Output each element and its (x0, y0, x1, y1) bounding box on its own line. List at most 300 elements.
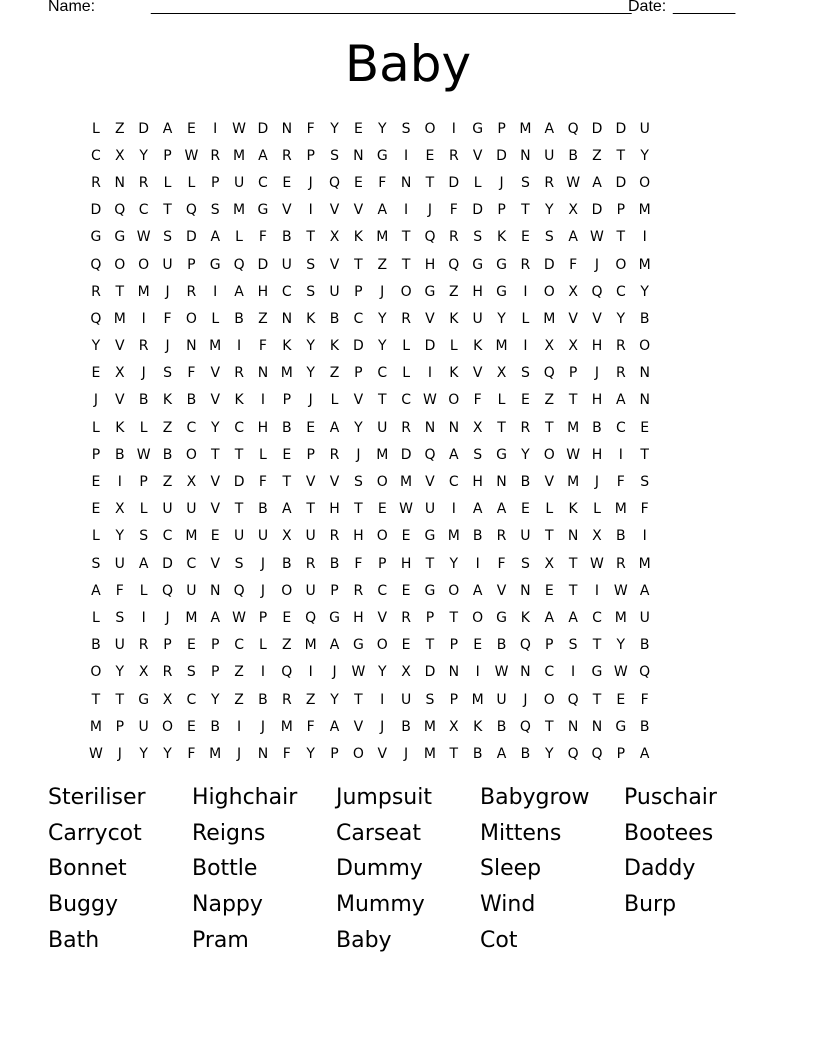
word-item: Bonnet (48, 856, 127, 882)
grid-letter: N (567, 528, 579, 545)
grid-letter: I (237, 338, 242, 355)
grid-letter: Q (233, 582, 245, 599)
grid-letter: Z (114, 120, 125, 137)
grid-letter: R (162, 664, 173, 681)
grid-letter: P (187, 256, 196, 273)
grid-letter: Y (521, 446, 530, 463)
grid-letter: J (356, 446, 361, 463)
grid-letter: G (472, 120, 484, 137)
grid-letter: Z (377, 256, 388, 273)
grid-letter: Y (640, 283, 649, 300)
grid-letter: R (91, 283, 101, 300)
grid-letter: C (91, 147, 101, 164)
grid-letter: R (353, 582, 364, 599)
grid-letter: P (211, 174, 220, 191)
grid-letter: C (234, 419, 244, 436)
grid-letter: E (353, 174, 363, 191)
grid-letter: Q (90, 256, 102, 273)
word-item: Baby (336, 927, 392, 953)
grid-letter: S (330, 147, 339, 164)
grid-letter: O (376, 474, 388, 491)
grid-letter: B (138, 392, 149, 409)
grid-row (84, 659, 657, 686)
grid-letter: X (568, 283, 578, 300)
grid-letter: O (138, 256, 150, 273)
grid-letter: S (473, 229, 483, 246)
grid-letter: P (568, 365, 578, 382)
grid-letter: V (282, 202, 292, 219)
grid-letter: N (281, 120, 293, 137)
grid-letter: M (376, 229, 389, 246)
word-item: Sleep (480, 856, 542, 882)
grid-letter: X (568, 338, 578, 355)
grid-letter: E (401, 528, 411, 545)
grid-letter: V (305, 474, 316, 491)
grid-letter: I (404, 202, 409, 219)
grid-letter: D (400, 446, 412, 463)
grid-letter: S (353, 474, 363, 491)
grid-letter: A (496, 501, 507, 518)
grid-letter: M (137, 283, 150, 300)
grid-letter: E (186, 718, 196, 735)
grid-letter: T (592, 691, 602, 708)
grid-letter: J (165, 283, 170, 300)
grid-letter: B (472, 745, 483, 762)
word-row (48, 851, 768, 887)
grid-letter: W (423, 392, 437, 409)
grid-letter: R (520, 256, 531, 273)
grid-letter: T (544, 419, 554, 436)
grid-letter: Q (90, 310, 102, 327)
grid-letter: W (613, 664, 628, 681)
grid-letter: Z (234, 664, 244, 681)
grid-letter: A (162, 120, 173, 137)
grid-letter: M (304, 637, 317, 654)
grid-letter: Z (282, 637, 292, 654)
grid-letter: U (138, 718, 149, 735)
grid-letter: G (114, 229, 126, 246)
grid-letter: I (404, 147, 409, 164)
grid-letter: U (305, 528, 316, 545)
grid-letter: P (258, 609, 268, 626)
word-item: Wind (480, 892, 536, 918)
grid-letter: Y (449, 555, 459, 572)
grid-letter: S (186, 664, 196, 681)
grid-letter: J (427, 202, 433, 219)
grid-letter: P (545, 637, 554, 654)
grid-letter: T (640, 446, 649, 463)
grid-letter: K (568, 501, 578, 518)
grid-letter: O (90, 664, 102, 681)
word-item: Cot (480, 927, 518, 953)
grid-letter: Y (210, 691, 220, 708)
grid-letter: Y (306, 338, 315, 355)
grid-letter: E (425, 147, 435, 164)
grid-letter: O (639, 338, 651, 355)
date-line: _______ (673, 0, 736, 15)
grid-letter: U (639, 609, 650, 626)
grid-letter: S (139, 528, 149, 545)
grid-letter: N (186, 338, 197, 355)
grid-letter: F (306, 718, 315, 735)
grid-letter: V (472, 365, 483, 382)
grid-letter: R (138, 637, 149, 654)
grid-letter: D (257, 120, 269, 137)
grid-letter: D (496, 147, 507, 164)
grid-letter: V (210, 365, 221, 382)
grid-letter: I (380, 691, 385, 708)
grid-letter: L (521, 310, 530, 327)
grid-letter: B (639, 718, 650, 735)
grid-letter: W (613, 582, 628, 599)
grid-letter: U (162, 256, 173, 273)
grid-letter: R (329, 528, 340, 545)
grid-row (84, 278, 657, 305)
grid-letter: Y (210, 419, 220, 436)
grid-row (84, 686, 657, 713)
grid-letter: O (376, 637, 388, 654)
grid-letter: U (257, 528, 269, 545)
grid-letter: E (282, 446, 292, 463)
grid-letter: C (377, 582, 388, 599)
grid-row (84, 333, 657, 360)
grid-letter: I (141, 310, 146, 327)
grid-letter: P (163, 147, 172, 164)
grid-letter: L (139, 582, 148, 599)
grid-letter: G (424, 528, 436, 545)
grid-letter: B (520, 745, 531, 762)
grid-letter: V (210, 474, 221, 491)
grid-letter: U (186, 501, 197, 518)
grid-letter: M (209, 745, 222, 762)
grid-letter: Q (114, 202, 126, 219)
grid-letter: Q (329, 174, 341, 191)
grid-letter: K (282, 338, 292, 355)
grid-letter: E (91, 474, 101, 491)
grid-letter: L (139, 419, 148, 436)
grid-letter: Y (377, 310, 387, 327)
grid-letter: A (496, 745, 507, 762)
grid-letter: M (638, 256, 651, 273)
grid-letter: J (594, 365, 600, 382)
grid-letter: L (449, 338, 458, 355)
grid-letter: G (591, 664, 603, 681)
grid-letter: Y (330, 691, 339, 708)
grid-row (84, 468, 657, 495)
grid-letter: F (616, 474, 625, 491)
grid-letter: P (282, 392, 292, 409)
grid-letter: F (163, 310, 172, 327)
grid-letter: U (186, 582, 197, 599)
grid-letter: O (424, 120, 436, 137)
grid-letter: T (568, 555, 578, 572)
word-item: Mittens (480, 820, 562, 846)
grid-letter: R (520, 419, 531, 436)
grid-letter: F (473, 392, 482, 409)
grid-letter: I (141, 609, 146, 626)
grid-letter: F (258, 338, 267, 355)
word-item: Daddy (624, 856, 696, 882)
grid-letter: S (306, 256, 316, 273)
grid-letter: T (592, 637, 602, 654)
grid-letter: B (258, 691, 268, 708)
grid-letter: Y (544, 745, 554, 762)
grid-letter: Z (305, 691, 316, 708)
grid-letter: Y (616, 310, 626, 327)
grid-letter: L (139, 501, 148, 518)
grid-letter: Q (567, 745, 579, 762)
grid-letter: B (568, 147, 578, 164)
grid-letter: T (115, 691, 125, 708)
grid-letter: Q (567, 691, 579, 708)
grid-letter: C (258, 174, 268, 191)
grid-letter: T (616, 229, 626, 246)
word-list (48, 780, 768, 958)
grid-letter: I (308, 202, 313, 219)
grid-letter: W (136, 229, 151, 246)
grid-letter: L (330, 392, 339, 409)
grid-letter: R (210, 147, 221, 164)
grid-letter: P (616, 202, 626, 219)
grid-letter: V (329, 256, 340, 273)
grid-letter: Q (591, 283, 603, 300)
grid-letter: E (353, 120, 363, 137)
grid-letter: S (520, 555, 530, 572)
grid-letter: N (496, 474, 507, 491)
grid-letter: A (258, 147, 268, 164)
grid-letter: P (306, 147, 315, 164)
grid-letter: X (449, 718, 459, 735)
grid-letter: A (210, 229, 221, 246)
grid-letter: P (616, 745, 626, 762)
grid-letter: J (260, 718, 266, 735)
grid-letter: O (639, 174, 651, 191)
grid-letter: P (497, 202, 506, 219)
grid-letter: P (211, 637, 220, 654)
grid-letter: H (591, 446, 603, 463)
grid-letter: A (329, 637, 340, 654)
grid-letter: J (594, 474, 600, 491)
grid-letter: W (89, 745, 103, 762)
grid-letter: D (90, 202, 102, 219)
grid-letter: V (544, 474, 555, 491)
grid-letter: V (115, 338, 125, 355)
word-item: Steriliser (48, 785, 146, 811)
grid-letter: T (163, 202, 172, 219)
grid-letter: M (280, 365, 293, 382)
grid-letter: G (329, 609, 340, 626)
grid-letter: F (497, 555, 506, 572)
grid-letter: P (330, 745, 339, 762)
grid-letter: L (402, 365, 410, 382)
grid-letter: A (616, 392, 626, 409)
grid-letter: E (616, 691, 626, 708)
grid-letter: I (237, 718, 242, 735)
grid-letter: X (114, 501, 125, 518)
grid-letter: F (640, 691, 649, 708)
grid-letter: B (616, 528, 626, 545)
grid-letter: G (352, 637, 364, 654)
grid-letter: F (449, 202, 458, 219)
grid-letter: W (232, 609, 246, 626)
grid-letter: Y (330, 120, 339, 137)
grid-letter: F (354, 555, 363, 572)
grid-letter: V (472, 147, 483, 164)
grid-letter: A (568, 229, 578, 246)
grid-letter: Z (544, 392, 555, 409)
grid-letter: Y (354, 419, 363, 436)
grid-letter: C (162, 528, 173, 545)
grid-letter: C (234, 637, 244, 654)
grid-letter: H (400, 555, 412, 572)
grid-letter: A (449, 446, 459, 463)
grid-letter: X (138, 664, 149, 681)
grid-letter: M (614, 501, 627, 518)
grid-letter: K (520, 609, 530, 626)
word-item: Reigns (192, 820, 266, 846)
grid-letter: Y (377, 120, 387, 137)
grid-letter: T (544, 718, 554, 735)
word-item: Bootees (624, 820, 714, 846)
grid-letter: D (448, 174, 460, 191)
grid-letter: C (544, 664, 555, 681)
grid-letter: E (544, 582, 554, 599)
grid-letter: R (186, 283, 197, 300)
grid-row (84, 496, 657, 523)
word-item: Buggy (48, 892, 118, 918)
grid-letter: M (638, 202, 651, 219)
grid-letter: C (448, 474, 459, 491)
grid-letter: O (400, 283, 412, 300)
grid-letter: P (163, 637, 172, 654)
grid-letter: U (114, 555, 125, 572)
grid-letter: C (281, 283, 292, 300)
grid-letter: U (233, 174, 245, 191)
grid-letter: I (427, 365, 433, 382)
grid-letter: N (424, 419, 436, 436)
grid-letter: G (257, 202, 269, 219)
grid-letter: O (615, 256, 627, 273)
grid-letter: Q (424, 229, 436, 246)
grid-letter: I (475, 664, 480, 681)
grid-letter: R (401, 310, 411, 327)
grid-letter: D (424, 664, 436, 681)
word-item: Bottle (192, 856, 258, 882)
grid-letter: P (306, 446, 315, 463)
grid-letter: J (260, 582, 266, 599)
grid-letter: J (141, 365, 146, 382)
grid-row (84, 197, 657, 224)
grid-letter: O (448, 392, 460, 409)
grid-letter: O (281, 582, 293, 599)
grid-letter: O (185, 446, 197, 463)
grid-letter: I (523, 283, 528, 300)
grid-letter: B (186, 392, 197, 409)
grid-letter: T (544, 528, 554, 545)
grid-letter: R (615, 338, 626, 355)
grid-letter: F (187, 365, 196, 382)
grid-letter: E (377, 501, 387, 518)
grid-letter: Z (329, 365, 340, 382)
grid-letter: W (136, 446, 151, 463)
grid-letter: C (377, 365, 388, 382)
grid-letter: E (186, 637, 196, 654)
grid-letter: R (138, 338, 149, 355)
grid-letter: F (115, 582, 124, 599)
grid-letter: G (472, 256, 484, 273)
grid-letter: C (138, 202, 149, 219)
grid-letter: Y (497, 310, 506, 327)
grid-letter: D (185, 229, 197, 246)
grid-letter: A (472, 582, 483, 599)
grid-letter: C (401, 392, 411, 409)
grid-letter: S (306, 283, 316, 300)
date-label: Date: (628, 0, 667, 15)
grid-letter: A (544, 120, 555, 137)
grid-letter: X (114, 365, 125, 382)
grid-letter: U (472, 310, 483, 327)
grid-letter: K (353, 229, 363, 246)
grid-letter: T (234, 501, 244, 518)
grid-letter: D (615, 174, 627, 191)
grid-letter: U (424, 501, 436, 518)
grid-letter: N (567, 718, 579, 735)
grid-letter: M (209, 338, 222, 355)
grid-letter: P (211, 664, 220, 681)
grid-letter: V (496, 582, 507, 599)
grid-letter: G (496, 446, 507, 463)
grid-letter: T (234, 446, 244, 463)
grid-row (84, 251, 657, 278)
grid-letter: T (521, 202, 530, 219)
grid-letter: B (114, 446, 125, 463)
grid-letter: V (425, 310, 435, 327)
word-item: Puschair (624, 785, 717, 811)
grid-row (84, 632, 657, 659)
grid-letter: Q (185, 202, 197, 219)
grid-letter: M (423, 718, 436, 735)
grid-letter: L (473, 174, 482, 191)
grid-letter: I (213, 283, 218, 300)
grid-letter: V (329, 474, 340, 491)
word-item: Highchair (192, 785, 298, 811)
grid-letter: A (544, 609, 555, 626)
grid-letter: J (499, 174, 504, 191)
grid-letter: D (591, 202, 603, 219)
grid-letter: V (568, 310, 578, 327)
grid-letter: W (399, 501, 414, 518)
grid-letter: N (209, 582, 221, 599)
grid-letter: F (306, 120, 315, 137)
grid-letter: R (615, 365, 626, 382)
grid-letter: O (448, 582, 460, 599)
grid-letter: N (448, 664, 460, 681)
grid-letter: R (329, 446, 340, 463)
grid-letter: P (449, 691, 459, 708)
grid-letter: U (162, 501, 173, 518)
grid-letter: M (543, 310, 556, 327)
grid-letter: M (185, 528, 198, 545)
grid-letter: P (330, 582, 339, 599)
grid-letter: R (448, 229, 459, 246)
grid-letter: I (308, 664, 313, 681)
grid-letter: I (451, 120, 456, 137)
grid-letter: L (259, 446, 267, 463)
grid-letter: G (90, 229, 102, 246)
grid-letter: V (353, 392, 364, 409)
grid-row (84, 414, 657, 441)
word-item: Mummy (336, 892, 425, 918)
